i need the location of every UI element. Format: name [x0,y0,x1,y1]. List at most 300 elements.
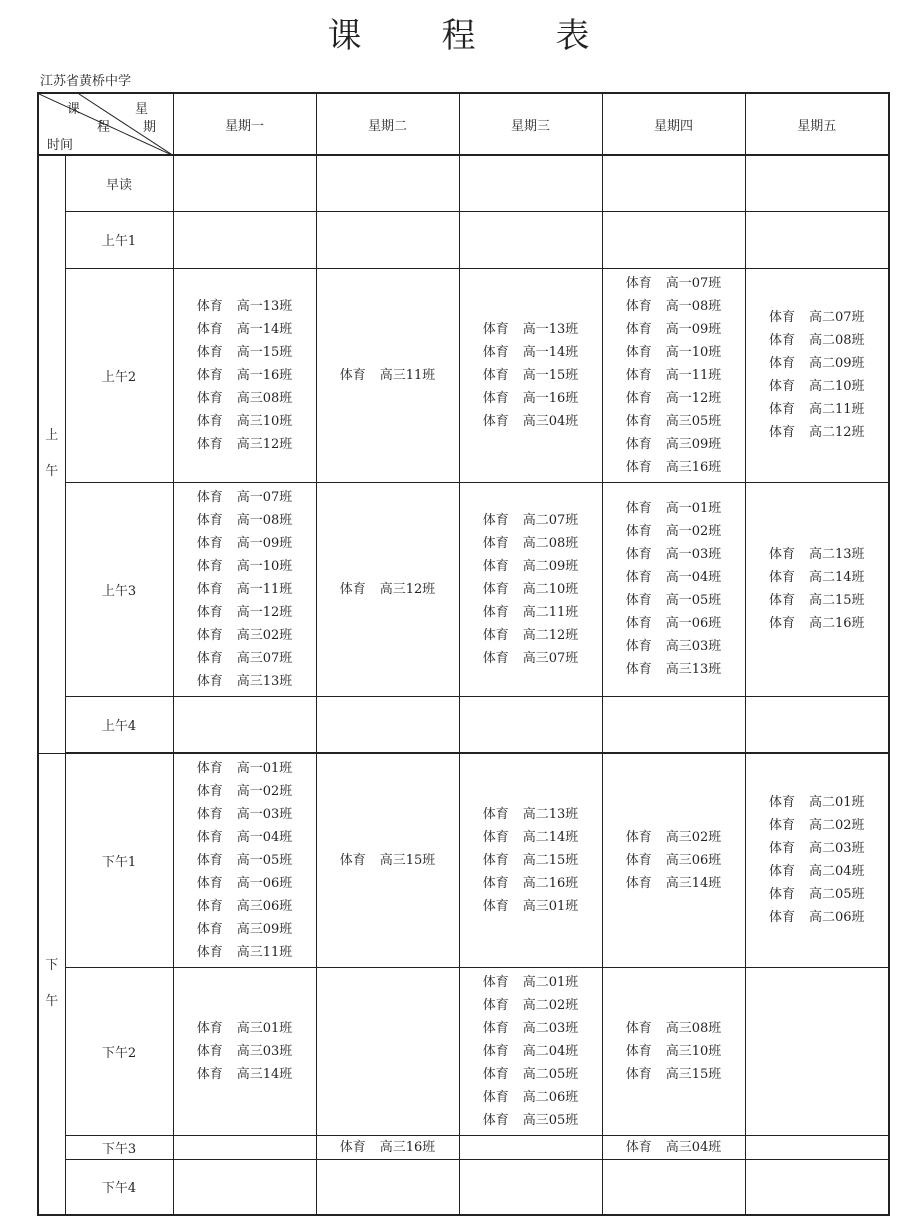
subject-label: 体育 [625,321,652,337]
class-entry [603,658,745,681]
class-name: 高三05班 [522,1112,579,1128]
subject-label: 体育 [196,944,223,960]
class-entry [603,849,745,872]
class-entry [460,532,602,555]
subject-label: 体育 [482,852,509,868]
subject-label: 体育 [482,974,509,990]
class-entry [603,612,745,635]
class-name: 高二06班 [522,1089,579,1105]
subject-label: 体育 [625,875,652,891]
subject-label: 体育 [625,298,652,314]
class-entry [746,543,889,566]
subject-label: 体育 [196,1043,223,1059]
subject-label: 体育 [196,806,223,822]
schedule-cell [173,268,316,482]
subject-label: 体育 [482,581,509,597]
schedule-cell [745,1135,889,1159]
subject-label: 体育 [196,321,223,337]
class-name: 高三09班 [665,436,722,452]
class-name: 高三16班 [665,459,722,475]
class-name: 高三02班 [665,829,722,845]
subject-label: 体育 [339,1139,366,1155]
class-entry [460,341,602,364]
corner-label-cheng: 程 [97,120,111,135]
schedule-cell [316,967,459,1135]
schedule-row [38,753,889,967]
class-entry [603,872,745,895]
class-entry [603,433,745,456]
period-label: 早读 [65,155,173,211]
schedule-row [38,1159,889,1215]
class-name: 高三12班 [236,436,293,452]
class-entry [460,803,602,826]
schedule-cell [602,1159,745,1215]
title-char: 表 [555,16,590,56]
schedule-row [38,155,889,211]
schedule-cell [316,1135,459,1159]
schedule-cell [173,155,316,211]
schedule-cell [316,696,459,753]
class-name: 高一11班 [236,581,293,597]
subject-label: 体育 [482,627,509,643]
subject-label: 体育 [196,604,223,620]
class-entry [174,433,316,456]
subject-label: 体育 [482,1112,509,1128]
subject-label: 体育 [625,436,652,452]
subject-label: 体育 [482,1066,509,1082]
class-name: 高二15班 [522,852,579,868]
schedule-cell [745,967,889,1135]
schedule-cell [602,753,745,967]
class-name: 高一11班 [665,367,722,383]
class-entry [174,803,316,826]
class-entry [460,647,602,670]
subject-label: 体育 [482,997,509,1013]
class-entry [317,364,459,387]
schedule-row [38,211,889,268]
subject-label: 体育 [196,1066,223,1082]
subject-label: 体育 [196,627,223,643]
class-name: 高一09班 [236,535,293,551]
class-entry [174,647,316,670]
class-entry [174,295,316,318]
schedule-row [38,967,889,1135]
corner-label-time: 时间 [47,138,74,153]
class-name: 高三03班 [665,639,722,654]
class-entry [460,826,602,849]
day-header: 星期一 [173,93,316,155]
class-entry [174,509,316,532]
corner-label-xing: 星 [135,102,149,117]
schedule-cell [173,753,316,967]
schedule-cell [173,1135,316,1159]
corner-label-qi: 期 [143,120,157,135]
schedule-cell [745,696,889,753]
schedule-cell [316,211,459,268]
class-entry [603,1136,745,1159]
schedule-cell [459,1159,602,1215]
class-name: 高二10班 [522,581,579,597]
half-day-char: 下 [45,957,59,973]
subject-label: 体育 [482,1020,509,1036]
schedule-cell [459,696,602,753]
subject-label: 体育 [196,558,223,574]
subject-label: 体育 [482,367,509,383]
class-entry [174,918,316,941]
class-entry [603,410,745,433]
subject-label: 体育 [625,616,652,631]
class-entry [603,272,745,295]
day-header: 星期四 [602,93,745,155]
class-name: 高一15班 [236,344,293,360]
class-entry [460,872,602,895]
period-label: 上午3 [65,482,173,696]
subject-label: 体育 [768,887,795,903]
class-entry [603,1063,745,1086]
class-entry [460,849,602,872]
class-name: 高二06班 [808,910,865,926]
class-entry [746,814,889,837]
class-entry [317,1136,459,1159]
subject-label: 体育 [625,1139,652,1155]
subject-label: 体育 [625,852,652,868]
subject-label: 体育 [768,864,795,880]
subject-label: 体育 [625,344,652,360]
class-entry [746,906,889,929]
class-name: 高二05班 [522,1066,579,1082]
class-name: 高三04班 [522,413,579,429]
day-header: 星期五 [745,93,889,155]
subject-label: 体育 [339,852,366,868]
class-name: 高三11班 [236,944,293,960]
class-entry [603,318,745,341]
schedule-cell [602,268,745,482]
subject-label: 体育 [768,356,795,371]
schedule-cell [173,696,316,753]
class-name: 高一13班 [236,298,293,314]
subject-label: 体育 [768,910,795,926]
subject-label: 体育 [625,639,652,654]
class-entry [603,1017,745,1040]
schedule-cell [316,155,459,211]
schedule-cell [745,155,889,211]
class-entry [174,387,316,410]
class-entry [460,318,602,341]
class-name: 高二04班 [808,864,865,880]
class-name: 高一02班 [665,524,722,539]
class-name: 高二14班 [522,829,579,845]
class-name: 高二09班 [808,356,865,371]
class-entry [174,941,316,964]
class-name: 高一12班 [665,390,722,406]
subject-label: 体育 [768,547,795,562]
class-entry [603,635,745,658]
subject-label: 体育 [482,344,509,360]
class-name: 高一16班 [522,390,579,406]
class-name: 高一04班 [236,829,293,845]
subject-label: 体育 [196,298,223,314]
class-name: 高一13班 [522,321,579,337]
class-entry [460,895,602,918]
schedule-cell [745,1159,889,1215]
subject-label: 体育 [768,310,795,325]
class-name: 高一06班 [236,875,293,891]
subject-label: 体育 [625,390,652,406]
class-entry [603,1040,745,1063]
class-entry [174,601,316,624]
subject-label: 体育 [625,367,652,383]
subject-label: 体育 [482,1089,509,1105]
period-label: 上午2 [65,268,173,482]
class-entry [460,601,602,624]
class-entry [746,421,889,444]
subject-label: 体育 [339,581,366,597]
class-entry [460,555,602,578]
class-entry [746,791,889,814]
schedule-cell [316,1159,459,1215]
class-name: 高二12班 [808,425,865,440]
subject-label: 体育 [768,402,795,417]
class-name: 高三02班 [236,627,293,643]
class-name: 高三06班 [236,898,293,914]
class-entry [174,410,316,433]
schedule-cell [459,155,602,211]
class-entry [174,364,316,387]
class-entry [603,543,745,566]
class-name: 高三06班 [665,852,722,868]
schedule-cell [745,482,889,696]
schedule-cell [173,967,316,1135]
title-char: 程 [441,16,476,56]
schedule-row [38,1135,889,1159]
subject-label: 体育 [196,875,223,891]
subject-label: 体育 [768,593,795,608]
schedule-cell [602,1135,745,1159]
subject-label: 体育 [625,1043,652,1059]
class-entry [174,872,316,895]
class-name: 高三12班 [379,581,436,597]
class-name: 高二10班 [808,379,865,394]
class-name: 高二08班 [808,333,865,348]
class-name: 高二07班 [808,310,865,325]
class-entry [603,497,745,520]
subject-label: 体育 [196,489,223,505]
class-entry [746,612,889,635]
schedule-row [38,696,889,753]
subject-label: 体育 [196,581,223,597]
class-entry [460,994,602,1017]
class-entry [603,456,745,479]
class-entry [603,341,745,364]
subject-label: 体育 [196,535,223,551]
subject-label: 体育 [196,1020,223,1036]
class-name: 高二03班 [522,1020,579,1036]
class-name: 高一14班 [236,321,293,337]
class-name: 高三01班 [236,1020,293,1036]
page-title [0,8,917,57]
subject-label: 体育 [625,501,652,516]
class-name: 高二02班 [808,818,865,834]
schedule-cell [316,482,459,696]
schedule-cell [602,211,745,268]
class-entry [603,387,745,410]
subject-label: 体育 [196,921,223,937]
class-name: 高三15班 [665,1066,722,1082]
class-entry [746,398,889,421]
period-label: 下午2 [65,967,173,1135]
period-label: 下午3 [65,1135,173,1159]
schedule-cell [459,753,602,967]
subject-label: 体育 [482,413,509,429]
subject-label: 体育 [196,436,223,452]
subject-label: 体育 [768,795,795,811]
class-name: 高二11班 [808,402,865,417]
schedule-cell [745,211,889,268]
class-name: 高二13班 [808,547,865,562]
class-name: 高一12班 [236,604,293,620]
class-name: 高一08班 [665,298,722,314]
class-name: 高二15班 [808,593,865,608]
subject-label: 体育 [768,616,795,631]
subject-label: 体育 [196,413,223,429]
class-entry [174,555,316,578]
class-name: 高二16班 [522,875,579,891]
class-entry [174,318,316,341]
class-name: 高三07班 [236,650,293,666]
morning-label [38,155,65,753]
schedule-table [37,92,890,1216]
class-name: 高三16班 [379,1139,436,1155]
class-entry [174,578,316,601]
class-name: 高一07班 [665,275,722,291]
class-name: 高二08班 [522,535,579,551]
schedule-cell [173,211,316,268]
class-entry [317,849,459,872]
class-name: 高一10班 [236,558,293,574]
class-name: 高二03班 [808,841,865,857]
subject-label: 体育 [196,390,223,406]
class-name: 高一10班 [665,344,722,360]
class-name: 高二11班 [522,604,579,620]
corner-cell [38,93,173,155]
subject-label: 体育 [482,604,509,620]
subject-label: 体育 [768,841,795,857]
class-name: 高三04班 [665,1139,722,1155]
subject-label: 体育 [625,547,652,562]
subject-label: 体育 [339,367,366,383]
class-entry [460,509,602,532]
class-entry [460,624,602,647]
schedule-cell [602,967,745,1135]
class-name: 高二02班 [522,997,579,1013]
subject-label: 体育 [768,379,795,394]
subject-label: 体育 [625,413,652,429]
half-day-char: 上 [45,428,59,444]
class-name: 高一01班 [236,760,293,776]
class-name: 高三09班 [236,921,293,937]
subject-label: 体育 [482,650,509,666]
day-header: 星期三 [459,93,602,155]
class-entry [174,486,316,509]
class-name: 高一14班 [522,344,579,360]
subject-label: 体育 [196,760,223,776]
subject-label: 体育 [196,344,223,360]
period-label: 下午1 [65,753,173,967]
corner-label-ke: 课 [67,102,81,117]
schedule-cell [602,155,745,211]
class-name: 高三10班 [665,1043,722,1059]
schedule-cell [602,696,745,753]
class-entry [460,387,602,410]
class-entry [460,1086,602,1109]
class-name: 高三05班 [665,413,722,429]
subject-label: 体育 [196,673,223,689]
class-entry [174,757,316,780]
class-entry [746,375,889,398]
subject-label: 体育 [196,367,223,383]
school-name: 江苏省黄桥中学 [40,74,132,89]
subject-label: 体育 [482,321,509,337]
class-entry [460,971,602,994]
class-entry [746,837,889,860]
class-entry [460,1017,602,1040]
subject-label: 体育 [625,570,652,585]
class-entry [603,295,745,318]
subject-label: 体育 [196,852,223,868]
schedule-cell [745,753,889,967]
class-name: 高一09班 [665,321,722,337]
class-name: 高一05班 [665,593,722,608]
schedule-row [38,268,889,482]
class-name: 高三08班 [236,390,293,406]
schedule-cell [173,1159,316,1215]
title-char: 课 [327,16,362,56]
subject-label: 体育 [768,333,795,348]
class-entry [174,341,316,364]
class-entry [746,883,889,906]
class-name: 高一16班 [236,367,293,383]
class-name: 高三14班 [236,1066,293,1082]
schedule-cell [602,482,745,696]
class-entry [603,364,745,387]
subject-label: 体育 [482,806,509,822]
schedule-cell [173,482,316,696]
period-label: 上午4 [65,696,173,753]
class-entry [746,566,889,589]
subject-label: 体育 [625,524,652,539]
subject-label: 体育 [625,593,652,608]
class-name: 高二07班 [522,512,579,528]
subject-label: 体育 [482,875,509,891]
class-entry [460,410,602,433]
schedule-cell [459,482,602,696]
class-name: 高二01班 [808,795,865,811]
subject-label: 体育 [482,390,509,406]
class-entry [174,670,316,693]
class-name: 高三15班 [379,852,436,868]
subject-label: 体育 [196,512,223,528]
subject-label: 体育 [768,425,795,440]
subject-label: 体育 [625,1020,652,1036]
subject-label: 体育 [482,512,509,528]
class-name: 高三13班 [236,673,293,689]
class-entry [174,624,316,647]
subject-label: 体育 [482,829,509,845]
schedule-cell [316,268,459,482]
schedule-cell [316,753,459,967]
class-entry [174,826,316,849]
class-name: 高三11班 [379,367,436,383]
